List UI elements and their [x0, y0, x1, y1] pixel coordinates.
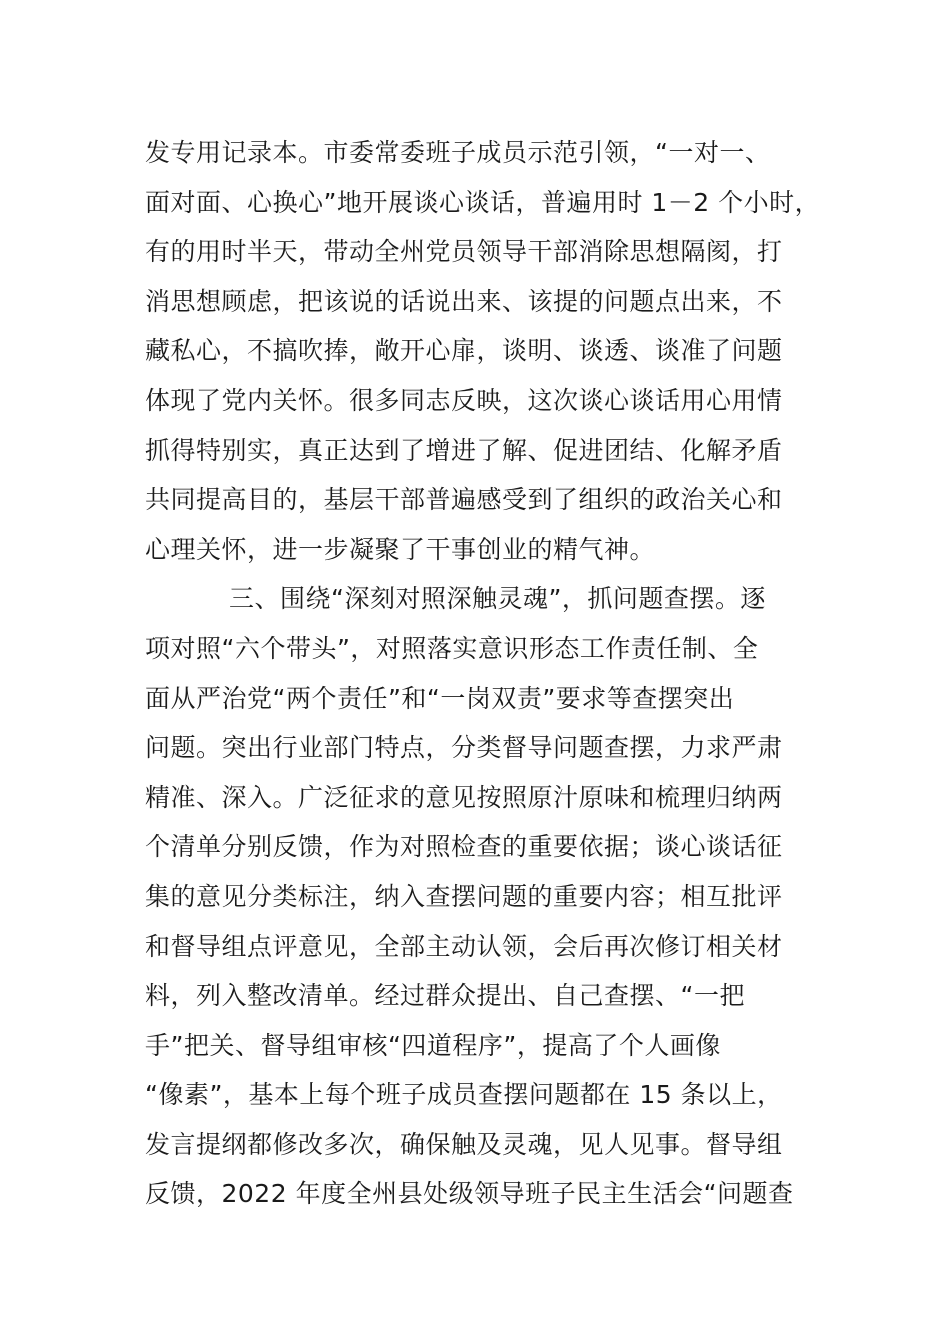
text-line: 项对照“六个带头”，对照落实意识形态工作责任制、全 [145, 633, 759, 663]
text-line: 体现了党内关怀。很多同志反映，这次谈心谈话用心用情 [145, 385, 783, 415]
text-line: 面对面、心换心”地开展谈心谈话，普遍用时 1－2 个小时， [145, 187, 821, 217]
body-text [145, 128, 835, 1219]
text-line: 藏私心，不搞吹捧，敞开心扉，谈明、谈透、谈准了问题 [145, 336, 783, 366]
text-line: 发言提纲都修改多次，确保触及灵魂，见人见事。督导组 [145, 1129, 783, 1159]
text-line: 心理关怀，进一步凝聚了干事创业的精气神。 [145, 534, 656, 564]
text-line: 和督导组点评意见，全部主动认领，会后再次修订相关材 [145, 931, 783, 961]
text-line: 手”把关、督导组审核“四道程序”，提高了个人画像 [145, 1030, 721, 1060]
text-line: “像素”，基本上每个班子成员查摆问题都在 15 条以上， [145, 1080, 783, 1110]
section-heading-line: 三、围绕“深刻对照深触灵魂”，抓问题查摆。逐 [229, 584, 766, 614]
text-line: 个清单分别反馈，作为对照检查的重要依据；谈心谈话征 [145, 832, 783, 862]
text-line: 抓得特别实，真正达到了增进了解、促进团结、化解矛盾 [145, 435, 783, 465]
text-line: 发专用记录本。市委常委班子成员示范引领，“一对一、 [145, 138, 771, 167]
text-line: 精准、深入。广泛征求的意见按照原汁原味和梳理归纳两 [145, 782, 783, 812]
text-line: 问题。突出行业部门特点，分类督导问题查摆，力求严肃 [145, 733, 783, 763]
text-line: 集的意见分类标注，纳入查摆问题的重要内容；相互批评 [145, 881, 783, 911]
text-line: 消思想顾虑，把该说的话说出来、该提的问题点出来，不 [145, 286, 783, 316]
text-line: 有的用时半天，带动全州党员领导干部消除思想隔阂，打 [145, 237, 783, 267]
text-line: 共同提高目的，基层干部普遍感受到了组织的政治关心和 [145, 485, 783, 515]
text-line: 料，列入整改清单。经过群众提出、自己查摆、“一把 [145, 981, 745, 1011]
text-line: 面从严治党“两个责任”和“一岗双责”要求等查摆突出 [145, 683, 735, 713]
text-line: 反馈，2022 年度全州县处级领导班子民主生活会“问题查 [145, 1179, 794, 1209]
